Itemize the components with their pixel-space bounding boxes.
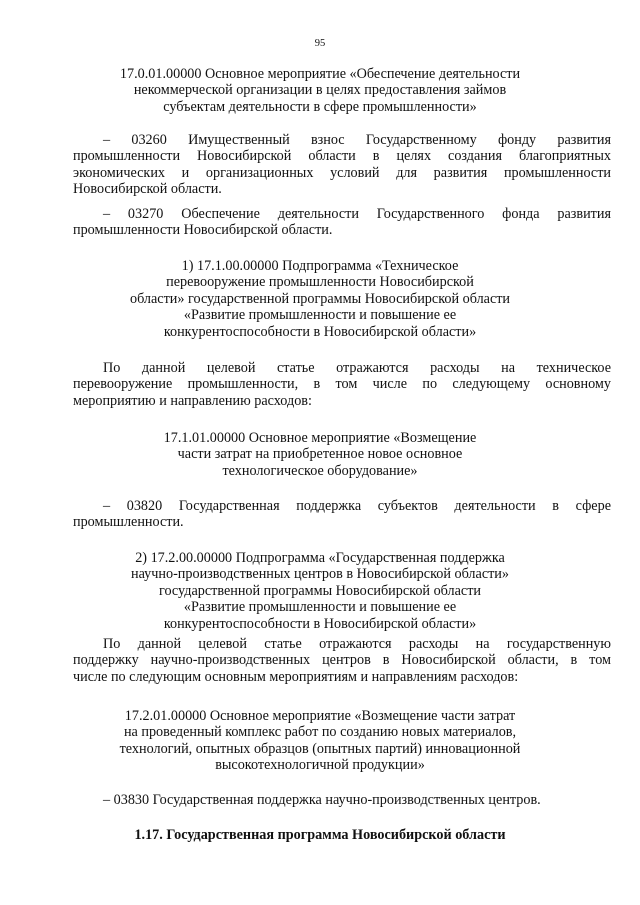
heading-line: 2) 17.2.00.00000 Подпрограмма «Государственная поддержка — [135, 550, 505, 566]
subprogram-description-17-1 — [73, 360, 611, 409]
paragraph-line: – 03260 Имущественный взнос Государственному фонду развития — [103, 132, 611, 148]
heading-line: технологий, опытных образцов (опытных партий) инновационной — [119, 740, 521, 757]
heading-line: 1.17. Государственная программа Новосибирской области — [134, 827, 506, 843]
heading-line: 1) 17.1.00.00000 Подпрограмма «Техническое — [181, 258, 459, 274]
heading-line: «Развитие промышленности и повышение ее — [183, 307, 457, 324]
paragraph-line: промышленности Новосибирской области в целях создания благоприятных — [73, 148, 611, 165]
heading-line: 17.1.01.00000 Основное мероприятие «Возмещение — [163, 430, 477, 446]
paragraph-line: промышленности. — [73, 514, 184, 531]
main-activity-heading-17-1-01 — [60, 430, 580, 479]
main-activity-heading-17-0-01 — [60, 66, 580, 115]
heading-line: части затрат на приобретенное новое основное — [177, 446, 463, 463]
subprogram-heading-17-1 — [60, 258, 580, 340]
heading-line: конкурентоспособности в Новосибирской области» — [163, 615, 477, 632]
heading-line: «Развитие промышленности и повышение ее — [183, 599, 457, 616]
heading-line: высокотехнологичной продукции» — [215, 757, 425, 774]
paragraph-line: Новосибирской области. — [73, 181, 222, 198]
subprogram-description-17-2 — [73, 636, 611, 685]
paragraph-line: числе по следующим основным мероприятиям и направлениям расходов: — [73, 668, 519, 685]
paragraph-line: – 03820 Государственная поддержка субъектов деятельности в сфере — [103, 498, 611, 514]
subprogram-heading-17-2 — [60, 550, 580, 632]
heading-line: области» государственной программы Новосибирской области — [129, 290, 511, 307]
heading-line: перевооружение промышленности Новосибирской — [166, 274, 474, 291]
heading-line: конкурентоспособности в Новосибирской области» — [163, 323, 477, 340]
heading-line: на проведенный комплекс работ по созданию новых материалов, — [123, 724, 517, 741]
heading-line: 17.2.01.00000 Основное мероприятие «Возмещение части затрат — [124, 708, 516, 724]
paragraph-line: промышленности Новосибирской области. — [73, 222, 333, 239]
heading-line: научно-производственных центров в Новосибирской области» — [131, 566, 509, 583]
heading-line: некоммерческой организации в целях предоставления займов — [133, 82, 507, 99]
state-program-heading-1-17 — [60, 827, 580, 843]
paragraph-line: – 03270 Обеспечение деятельности Государственного фонда развития — [103, 206, 611, 222]
expense-item-03260 — [73, 132, 611, 198]
paragraph-line: По данной целевой статье отражаются расходы на техническое — [103, 360, 611, 376]
expense-item-03820 — [73, 498, 611, 531]
page-number: 95 — [314, 38, 326, 49]
expense-item-03830 — [73, 792, 611, 808]
paragraph-line: поддержку научно-производственных центров в Новосибирской области, в том — [73, 652, 611, 669]
paragraph-line: перевооружение промышленности, в том числе по следующему основному — [73, 376, 611, 393]
paragraph-line: экономических и организационных условий для развития промышленности — [73, 164, 611, 181]
heading-line: 17.0.01.00000 Основное мероприятие «Обеспечение деятельности — [119, 66, 521, 82]
heading-line: государственной программы Новосибирской области — [159, 582, 481, 599]
heading-line: технологическое оборудование» — [222, 462, 418, 479]
paragraph-line: мероприятию и направлению расходов: — [73, 392, 312, 409]
main-activity-heading-17-2-01 — [60, 708, 580, 774]
heading-line: субъектам деятельности в сфере промышленности» — [163, 98, 477, 115]
paragraph-line: По данной целевой статье отражаются расходы на государственную — [103, 636, 611, 652]
paragraph-line: – 03830 Государственная поддержка научно-производственных центров. — [103, 792, 541, 808]
expense-item-03270 — [73, 206, 611, 239]
